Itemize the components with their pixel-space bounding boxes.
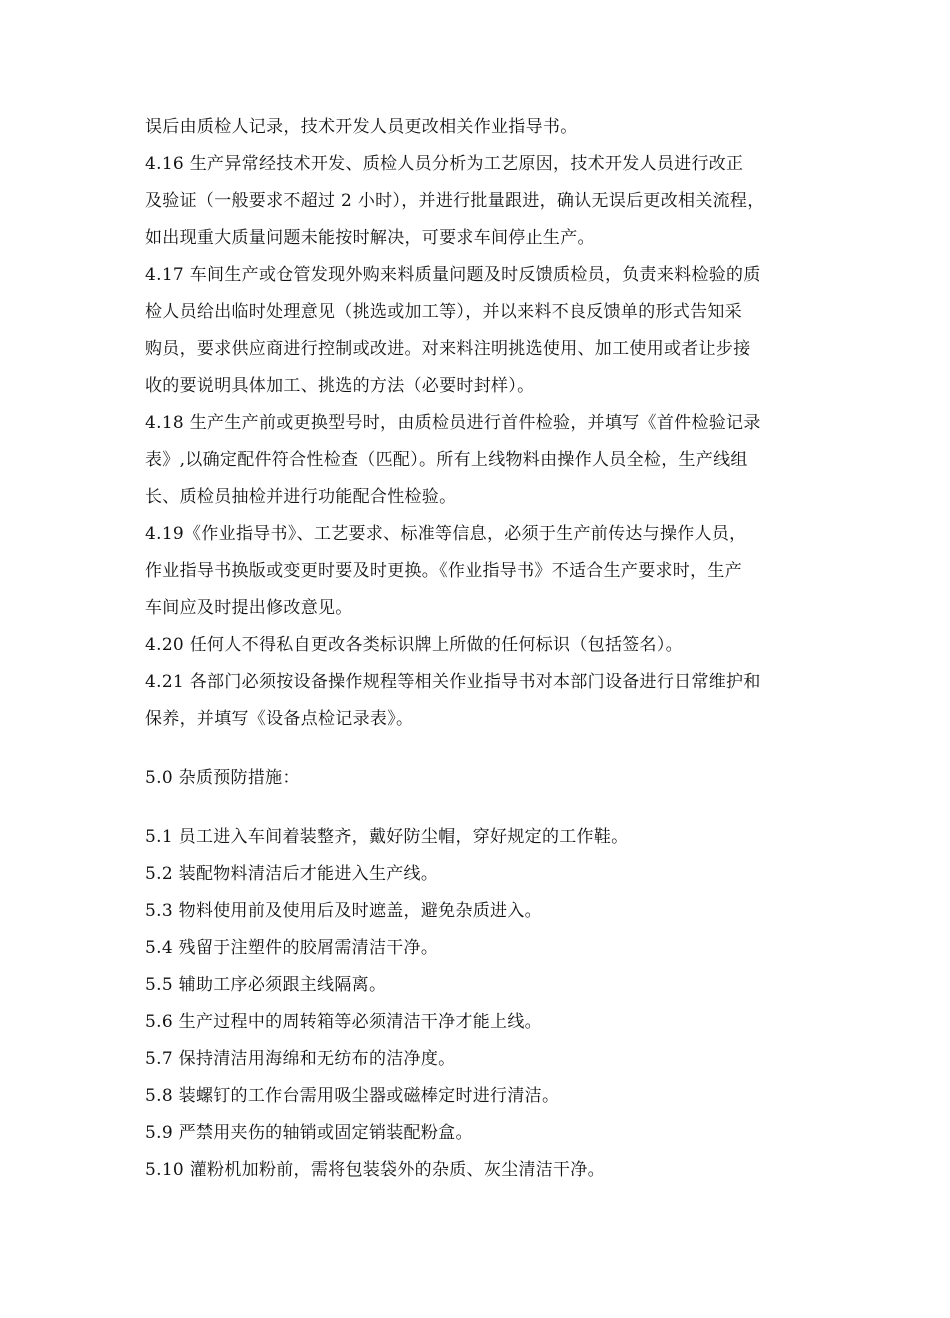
list-item: 5.5 辅助工序必须跟主线隔离。 (145, 975, 387, 995)
text-line: 车间应及时提出修改意见。 (145, 598, 353, 618)
list-item: 5.9 严禁用夹伤的轴销或固定销装配粉盒。 (145, 1123, 473, 1143)
text-line: 4.20 任何人不得私自更改各类标识牌上所做的任何标识（包括签名）。 (145, 635, 683, 655)
list-item: 5.3 物料使用前及使用后及时遮盖，避免杂质进入。 (145, 901, 542, 921)
text-line: 检人员给出临时处理意见（挑选或加工等），并以来料不良反馈单的形式告知采 (145, 302, 742, 322)
text-line: 4.16 生产异常经技术开发、质检人员分析为工艺原因，技术开发人员进行改正 (145, 154, 744, 174)
text-line: 长、质检员抽检并进行功能配合性检验。 (145, 487, 457, 507)
text-line: 作业指导书换版或变更时要及时更换。《作业指导书》不适合生产要求时，生产 (145, 561, 742, 581)
text-line: 4.18 生产生产前或更换型号时，由质检员进行首件检验，并填写《首件检验记录 (145, 413, 761, 433)
list-item: 5.4 残留于注塑件的胶屑需清洁干净。 (145, 938, 439, 958)
text-line: 购员，要求供应商进行控制或改进。对来料注明挑选使用、加工使用或者让步接 (145, 339, 751, 359)
text-line: 4.19《作业指导书》、工艺要求、标准等信息，必须于生产前传达与操作人员， (145, 524, 747, 544)
text-line: 误后由质检人记录，技术开发人员更改相关作业指导书。 (145, 117, 578, 137)
list-item: 5.10 灌粉机加粉前，需将包装袋外的杂质、灰尘清洁干净。 (145, 1160, 605, 1180)
list-item: 5.7 保持清洁用海绵和无纺布的洁净度。 (145, 1049, 456, 1069)
list-item: 5.6 生产过程中的周转箱等必须清洁干净才能上线。 (145, 1012, 542, 1032)
list-item: 5.1 员工进入车间着装整齐，戴好防尘帽，穿好规定的工作鞋。 (145, 827, 629, 847)
text-line: 4.21 各部门必须按设备操作规程等相关作业指导书对本部门设备进行日常维护和 (145, 672, 761, 692)
list-item: 5.2 装配物料清洁后才能进入生产线。 (145, 864, 439, 884)
text-line: 保养，并填写《设备点检记录表》。 (145, 709, 414, 729)
section-heading: 5.0 杂质预防措施： (145, 768, 300, 788)
text-line: 4.17 车间生产或仓管发现外购来料质量问题及时反馈质检员，负责来料检验的质 (145, 265, 761, 285)
text-line: 如出现重大质量问题未能按时解决，可要求车间停止生产。 (145, 228, 595, 248)
text-line: 及验证（一般要求不超过 2 小时），并进行批量跟进，确认无误后更改相关流程， (145, 191, 765, 211)
list-item: 5.8 装螺钉的工作台需用吸尘器或磁棒定时进行清洁。 (145, 1086, 560, 1106)
text-line: 表》,以确定配件符合性检查（匹配）。所有上线物料由操作人员全检，生产线组 (145, 450, 748, 470)
text-line: 收的要说明具体加工、挑选的方法（必要时封样）。 (145, 376, 535, 396)
